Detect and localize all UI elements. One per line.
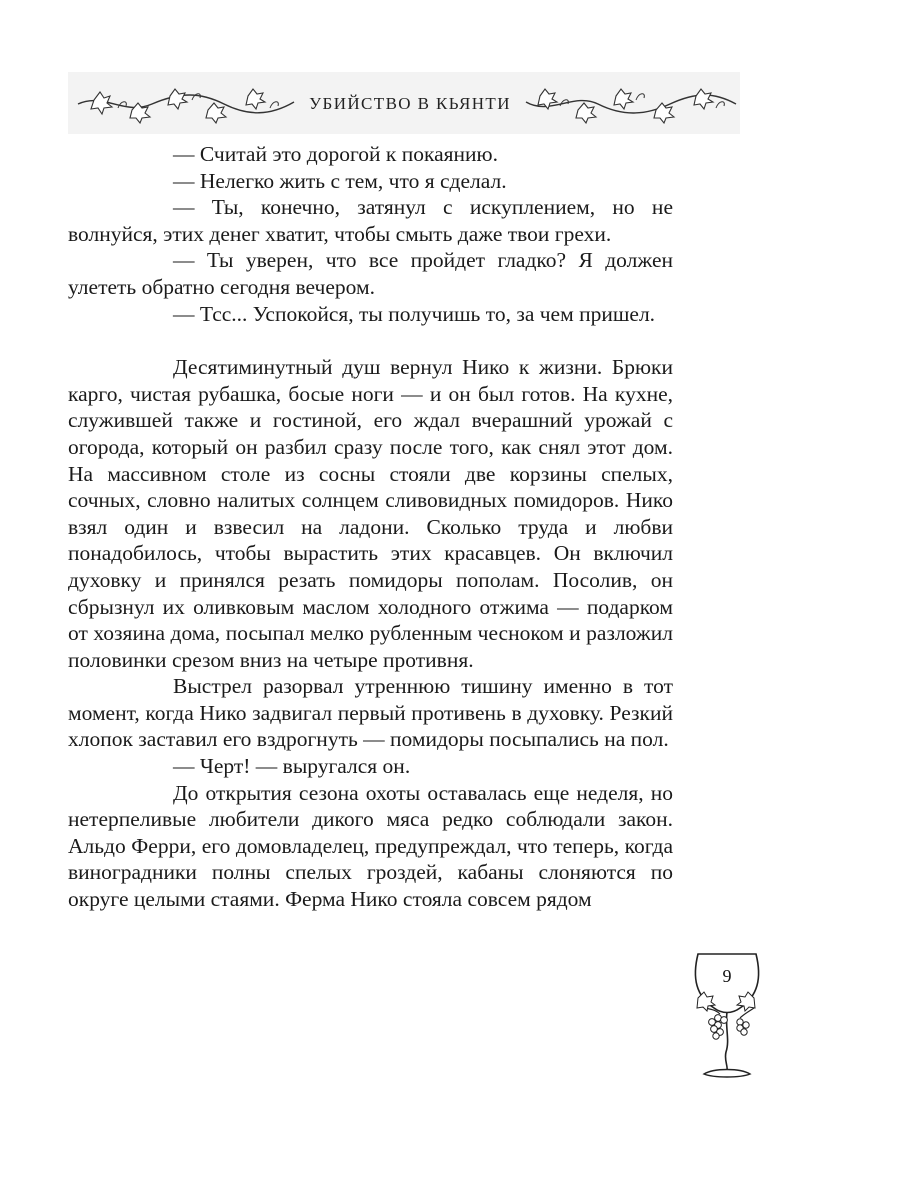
dialogue-line: — Черт! — выругался он.	[173, 754, 411, 779]
page-number: 9	[722, 966, 732, 986]
dialogue-line: — Нелегко жить с тем, что я сделал.	[173, 168, 507, 193]
vine-ornament-left	[74, 82, 296, 124]
dialogue-line: — Ты, конечно, затянул с искуплением, но не волнуйся, этих денег хватит, чтобы смыть даже твои грехи.	[68, 195, 673, 246]
paragraph: До открытия сезона охоты оставалась еще неделя, но нетерпеливые любители дикого мяса редко соблюдали закон. Альдо Ферри, его домовладелец, предупреждал, что теперь, когда виноградники полны спелых гроздей, кабаны слоняются по округе целыми стаями. Ферма Нико стояла совсем рядом	[68, 780, 673, 912]
body-text	[68, 141, 673, 913]
dialogue-line: — Ты уверен, что все пройдет гладко? Я должен улететь обратно сегодня вечером.	[68, 248, 673, 299]
paragraph: Десятиминутный душ вернул Нико к жизни. Брюки карго, чистая рубашка, босые ноги — и он был готов. На кухне, служившей также и гостиной, его ждал вчерашний урожай с огорода, который он разбил сразу после того, как снял этот дом. На массивном столе из сосны стояли две корзины спелых, сочных, словно налитых солнцем сливовидных помидоров. Нико взял один и взвесил на ладони. Сколько труда и любви понадобилось, чтобы вырастить этих красавцев. Он включил духовку и принялся резать помидоры пополам. Посолив, он сбрызнул их оливковым маслом холодного отжима — подарком от хозяина дома, посыпал мелко рубленным чесноком и разложил половинки срезом вниз на четыре противня.	[68, 355, 673, 672]
dialogue-line: — Считай это дорогой к покаянию.	[173, 142, 498, 166]
vine-ornament-right	[524, 82, 738, 124]
paragraph: Выстрел разорвал утреннюю тишину именно в тот момент, когда Нико задвигал первый противень в духовку. Резкий хлопок заставил его вздрогнуть — помидоры посыпались на пол.	[68, 674, 673, 752]
running-title: УБИЙСТВО В КЬЯНТИ	[309, 94, 511, 113]
dialogue-line: — Тсс... Успокойся, ты получишь то, за чем пришел.	[173, 301, 656, 326]
section-break	[173, 327, 673, 354]
